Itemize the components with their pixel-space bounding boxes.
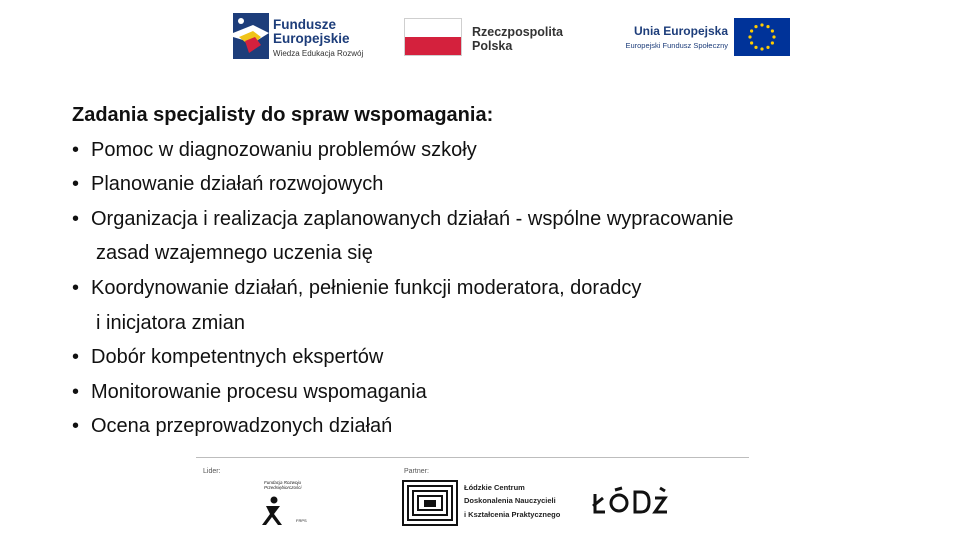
bullet: • <box>72 346 80 369</box>
eu-star-icon <box>754 46 757 49</box>
eu-star-icon <box>766 25 769 28</box>
eu-star-icon <box>754 25 757 28</box>
eu-line2: Europejski Fundusz Społeczny <box>625 41 728 50</box>
list-item: • Organizacja i realizacja zaplanowanych działań - wspólne wypracowanie zasad wzajemnego uczenia się <box>72 202 892 271</box>
bullet: • <box>72 415 80 438</box>
main-content <box>72 98 892 444</box>
eu-star-icon <box>771 29 774 32</box>
list-item: • Planowanie działań rozwojowych <box>72 167 892 202</box>
eu-star-icon <box>771 41 774 44</box>
bullet: • <box>72 207 80 230</box>
eu-star-icon <box>750 29 753 32</box>
list-item: • Pomoc w diagnozowaniu problemów szkoły <box>72 133 892 168</box>
fundusze-line1: Fundusze <box>273 17 336 32</box>
bullet: • <box>72 380 80 403</box>
partner-label: Partner: <box>404 468 429 475</box>
eu-star-icon <box>760 47 763 50</box>
fundusze-line3: Wiedza Edukacja Rozwój <box>273 49 364 58</box>
bullet: • <box>72 138 80 161</box>
fundusze-line2: Europejskie <box>273 31 350 46</box>
eu-star-icon <box>766 46 769 49</box>
lcdn-line3: i Kształcenia Praktycznego <box>464 510 561 519</box>
list-item: • Dobór kompetentnych ekspertów <box>72 340 892 375</box>
lcdn-line2: Doskonalenia Nauczycieli <box>464 496 556 505</box>
poland-line1: Rzeczpospolita <box>472 25 563 39</box>
bullet: • <box>72 173 80 196</box>
lodz-logo-icon <box>591 486 671 516</box>
poland-line2: Polska <box>472 39 513 53</box>
eu-star-icon <box>760 23 763 26</box>
lider-logo-small: FRPS <box>296 518 307 523</box>
eu-star-icon <box>748 35 751 38</box>
fundusze-europejskie-mark-icon <box>233 13 269 59</box>
unia-europejska-logo <box>600 18 790 60</box>
lider-logo-text: Fundacja Rozwoju Przedsiębiorczości <box>264 480 302 490</box>
fundusze-europejskie-logo <box>233 13 373 61</box>
eu-star-icon <box>750 41 753 44</box>
list-item: • Koordynowanie działań, pełnienie funkcji moderatora, doradcy i inicjatora zmian <box>72 271 892 340</box>
list-item: • Monitorowanie procesu wspomagania <box>72 375 892 410</box>
lider-label: Lider: <box>203 468 221 475</box>
footer-divider <box>196 457 749 458</box>
bullet: • <box>72 276 80 299</box>
eu-flag-icon <box>734 18 790 56</box>
lcdn-mark-icon <box>402 480 458 526</box>
lider-logo <box>256 478 318 528</box>
task-list <box>72 133 892 444</box>
rzeczpospolita-polska-logo <box>404 18 574 60</box>
running-figure-icon <box>258 496 288 526</box>
eu-star-icon <box>772 35 775 38</box>
eu-line1: Unia Europejska <box>633 24 728 38</box>
poland-flag-icon <box>404 18 462 56</box>
content-heading: Zadania specjalisty do spraw wspomagania: <box>72 104 494 126</box>
list-item: • Ocena przeprowadzonych działań <box>72 409 892 444</box>
lcdn-line1: Łódzkie Centrum <box>464 483 525 492</box>
lcdn-logo <box>402 480 562 528</box>
